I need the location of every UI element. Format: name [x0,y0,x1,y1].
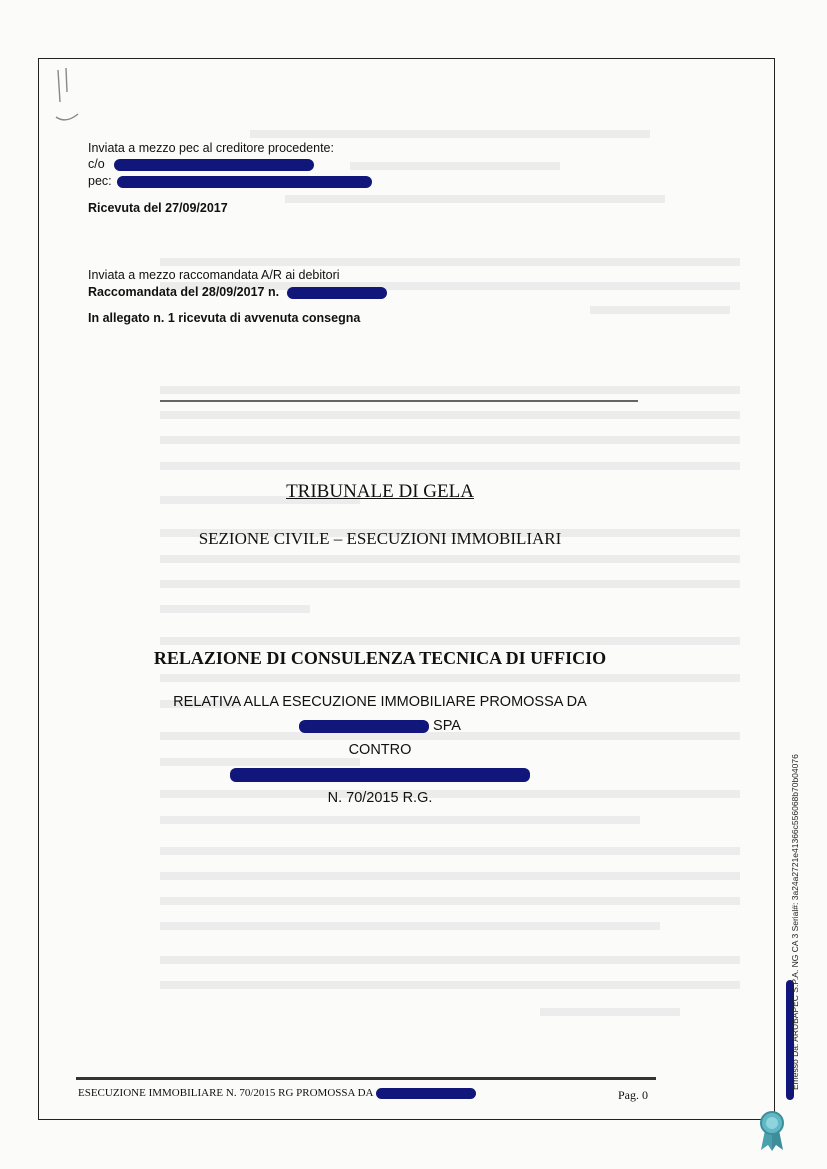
redacted-pec-address [117,176,372,188]
creditor-line [0,718,760,734]
footer-rule [76,1077,656,1080]
pec-sent-note: Inviata a mezzo pec al creditore procedente: [88,141,334,155]
redacted-debtors [230,768,530,782]
handwritten-mark [48,62,88,132]
registered-mail-line [88,285,387,299]
attachment-note: In allegato n. 1 ricevuta di avvenuta consegna [88,311,361,325]
section-title: SEZIONE CIVILE – ESECUZIONI IMMOBILIARI [198,529,562,548]
against-label: CONTRO [348,742,412,758]
received-date: Ricevuta del 27/09/2017 [88,201,228,215]
pec-label: pec: [88,174,112,188]
report-subtitle: RELATIVA ALLA ESECUZIONE IMMOBILIARE PROMOSSA DA [173,694,587,710]
registered-mail-date: Raccomandata del 28/09/2017 n. [88,285,280,299]
report-title: RELAZIONE DI CONSULENZA TECNICA DI UFFICIO [153,648,607,668]
pec-line [88,174,372,188]
company-suffix: SPA [433,718,461,734]
divider [160,400,638,402]
redacted-creditor [299,720,429,733]
signature-stamp [772,590,802,1110]
co-label: c/o [88,157,105,171]
debtor-line [0,766,760,784]
court-title: TRIBUNALE DI GELA [286,481,474,502]
certification-ribbon-icon [757,1110,787,1152]
stamp-text: Emesso Da: ARUBAPEC S.P.A. NG CA 3 Serial#: 3a24a2721e41366c556068b70b04076 [790,754,800,1090]
page-number: Pag. 0 [618,1088,648,1102]
redacted-recipient [114,159,314,171]
footer-text [78,1087,476,1099]
redacted-mail-number [287,287,387,299]
case-number: N. 70/2015 R.G. [327,790,433,806]
footer-label: ESECUZIONE IMMOBILIARE N. 70/2015 RG PROMOSSA DA [78,1087,373,1099]
co-line [88,157,314,171]
redacted-footer-creditor [376,1088,476,1099]
registered-mail-note: Inviata a mezzo raccomandata A/R ai debitori [88,268,340,282]
